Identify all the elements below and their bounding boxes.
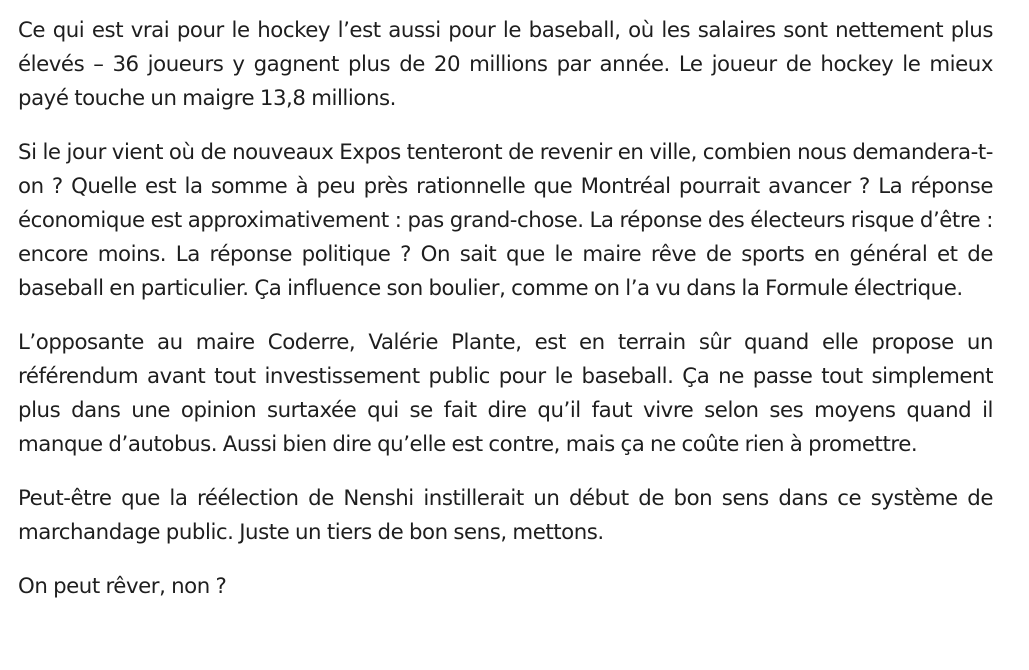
article-paragraph-3: L’opposante au maire Coderre, Valérie Plante, est en terrain sûr quand elle propose un référendum avant tout investissement public pour le baseball. Ça ne passe tout simplement plus dans une opinion surtaxée qui se fait dire qu’il faut vivre selon ses moyens quand il manque d’autobus. Aussi bien dire qu’elle est contre, mais ça ne coûte rien à promettre. [18, 330, 993, 457]
article-paragraph-2: Si le jour vient où de nouveaux Expos tenteront de revenir en ville, combien nous demandera-t-on ? Quelle est la somme à peu près rationnelle que Montréal pourrait avancer ? La réponse économique est approximativement : pas grand-chose. La réponse des électeurs risque d’être : encore moins. La réponse politique ? On sait que le maire rêve de sports en général et de baseball en particulier. Ça influence son boulier, comme on l’a vu dans la Formule électrique. [18, 140, 993, 301]
article-paragraph-5: On peut rêver, non ? [18, 574, 227, 599]
article-paragraph-1: Ce qui est vrai pour le hockey l’est aussi pour le baseball, où les salaires sont nettement plus élevés – 36 joueurs y gagnent plus de 20 millions par année. Le joueur de hockey le mieux payé touche un maigre 13,8 millions. [18, 18, 993, 111]
article-paragraph-4: Peut-être que la réélection de Nenshi instillerait un début de bon sens dans ce système de marchandage public. Juste un tiers de bon sens, mettons. [18, 486, 993, 545]
article-body [18, 14, 993, 624]
